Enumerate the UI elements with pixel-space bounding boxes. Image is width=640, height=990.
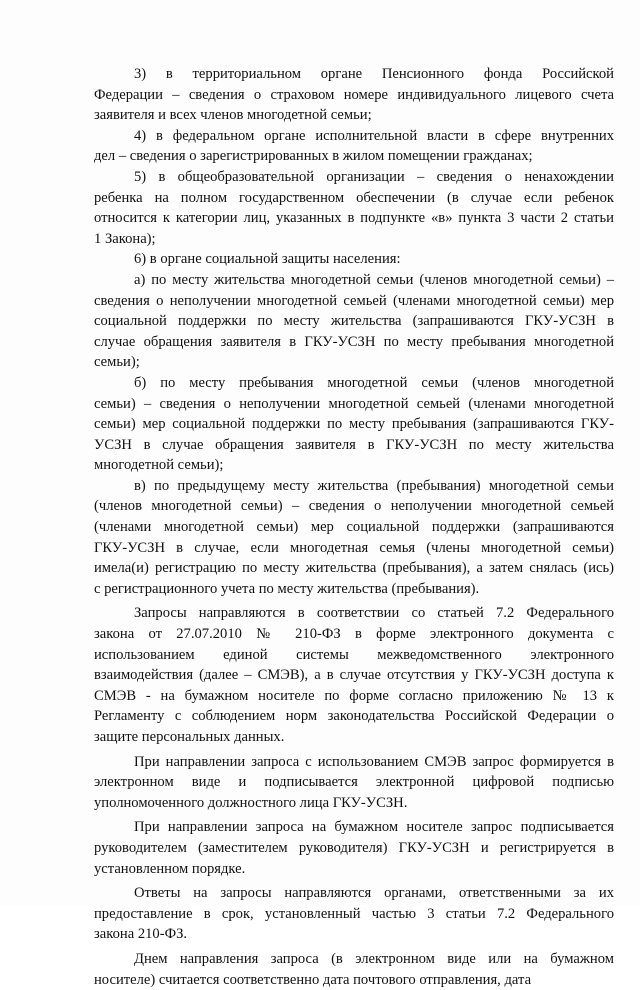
text-line: Запросы направляются в соответствии со статьей 7.2 Федерального — [134, 605, 614, 622]
text-line: защите персональных данных. — [94, 729, 285, 745]
text-line: 5) в общеобразовательной организации – сведения о ненахождении — [134, 168, 614, 185]
text-line: дел – сведения о зарегистрированных в жилом помещении гражданах; — [94, 148, 533, 165]
paragraph — [94, 373, 614, 476]
paragraph — [94, 64, 614, 126]
document-body — [94, 64, 614, 990]
text-line: семьи) – сведения о неполучении многодетной семьей (членами многодетной — [94, 395, 614, 412]
text-line: Федерации – сведения о страховом номере индивидуального лицевого счета — [94, 86, 614, 103]
text-line: относится к категории лиц, указанных в подпункте «в» пункта 3 части 2 статьи — [94, 210, 614, 227]
text-line: Ответы на запросы направляются органами, ответственными за их — [134, 885, 614, 902]
text-line: 4) в федеральном органе исполнительной власти в сфере внутренних — [134, 127, 614, 144]
text-line: с регистрационного учета по месту жительства (пребывания). — [94, 580, 480, 597]
paragraph — [94, 817, 614, 879]
text-line: УСЗН в случае обращения заявителя в ГКУ-УСЗН по месту жительства — [94, 436, 614, 453]
text-line: закона от 27.07.2010 № 210-ФЗ в форме электронного документа с — [94, 626, 614, 643]
paragraph — [94, 949, 614, 990]
text-line: электронном виде и подписывается электронной цифровой подписью — [94, 774, 614, 791]
text-line: семьи); — [94, 354, 140, 371]
text-line: заявителя и всех членов многодетной семьи; — [94, 107, 372, 124]
text-line: СМЭВ - на бумажном носителе по форме согласно приложению № 13 к — [94, 687, 614, 704]
text-line: Днем направления запроса (в электронном виде или на бумажном — [134, 950, 614, 967]
text-line: взаимодействия (далее – СМЭВ), а в случае отсутствия у ГКУ-УСЗН доступа к — [94, 667, 614, 684]
text-line: При направлении запроса на бумажном носителе запрос подписывается — [134, 819, 614, 836]
text-line: ребенка на полном государственном обеспечении (в случае если ребенок — [94, 189, 614, 206]
text-line: многодетной семьи); — [94, 457, 224, 474]
text-line: Регламенту с соблюдением норм законодательства Российской Федерации о — [94, 708, 614, 725]
text-line: ГКУ-УСЗН в случае, если многодетная семья (члены многодетной семьи) — [94, 539, 614, 556]
paragraph — [94, 167, 614, 249]
text-line: закона 210-ФЗ. — [94, 926, 188, 943]
text-line: носителе) считается соответственно дата почтового отправления, дата — [94, 971, 532, 988]
text-line: в) по предыдущему месту жительства (пребывания) многодетной семьи — [134, 477, 614, 494]
text-line: случае обращения заявителя в ГКУ-УСЗН по месту пребывания многодетной — [94, 333, 614, 350]
text-line: 1 Закона); — [94, 230, 156, 247]
text-line: 6) в органе социальной защиты населения: — [134, 251, 401, 268]
text-line: руководителем (заместителем руководителя) ГКУ-УСЗН и регистрируется в — [94, 839, 614, 856]
text-line: а) по месту жительства многодетной семьи (членов многодетной семьи) – — [134, 271, 614, 288]
paragraph — [94, 752, 614, 814]
text-line: использованием единой системы межведомственного электронного — [94, 646, 614, 663]
text-line: предоставление в срок, установленный частью 3 статьи 7.2 Федерального — [94, 905, 614, 922]
text-line: сведения о неполучении многодетной семьей (членами многодетной семьи) мер — [94, 292, 614, 309]
text-line: б) по месту пребывания многодетной семьи (членов многодетной — [134, 374, 614, 391]
text-line: При направлении запроса с использованием СМЭВ запрос формируется в — [134, 753, 614, 770]
text-line: (членов многодетной семьи) – сведения о неполучении многодетной семьей — [94, 498, 614, 515]
paragraph — [94, 249, 614, 270]
text-line: имела(и) регистрацию по месту жительства (пребывания), а затем снялась (ись) — [94, 560, 614, 577]
text-line: уполномоченного должностного лица ГКУ-УСЗН. — [94, 794, 408, 811]
text-line: 3) в территориальном органе Пенсионного фонда Российской — [134, 66, 614, 82]
paragraph — [94, 883, 614, 945]
paragraph — [94, 603, 614, 747]
text-line: установленном порядке. — [94, 860, 246, 877]
paragraph — [94, 270, 614, 373]
text-line: семьи) мер социальной поддержки по месту пребывания (запрашиваются ГКУ- — [94, 416, 614, 433]
paragraph — [94, 476, 614, 600]
text-line: (членами многодетной семьи) мер социальной поддержки (запрашиваются — [94, 519, 614, 536]
text-line: социальной поддержки по месту жительства (запрашиваются ГКУ-УСЗН в — [94, 313, 614, 330]
paragraph — [94, 126, 614, 167]
